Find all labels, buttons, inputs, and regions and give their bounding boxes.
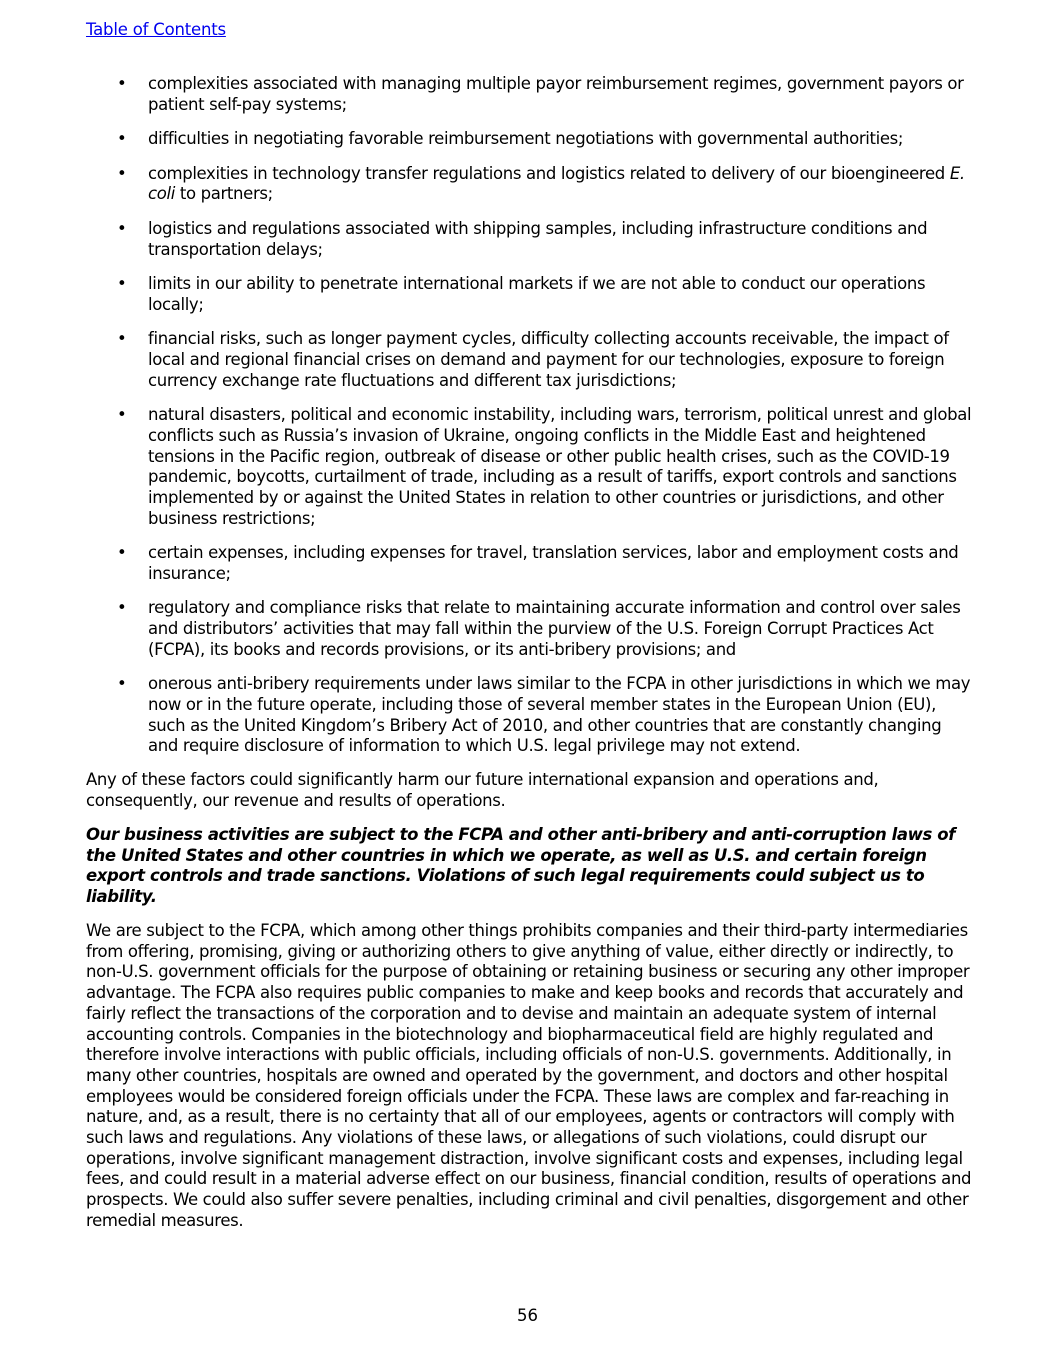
bullet-icon: • xyxy=(117,163,127,183)
list-item-text: limits in our ability to penetrate international markets if we are not able to conduct our operations locally; xyxy=(148,274,926,314)
list-item-text: logistics and regulations associated with shipping samples, including infrastructure conditions and transportation delays; xyxy=(148,218,928,259)
list-item-italic-term: E. coli xyxy=(148,163,965,204)
bullet-icon: • xyxy=(117,598,127,618)
list-item xyxy=(86,598,972,660)
list-item-text: complexities associated with managing multiple payor reimbursement regimes, government payors or patient self-pay systems; xyxy=(148,74,964,114)
list-item xyxy=(86,543,972,584)
list-item xyxy=(86,405,972,529)
list-item-text-before: complexities in technology transfer regulations and logistics related to delivery of our bioengineered xyxy=(148,163,950,183)
list-item xyxy=(86,74,972,115)
list-item xyxy=(86,274,972,315)
bullet-icon: • xyxy=(117,129,127,149)
list-item xyxy=(86,219,972,260)
list-item-text: financial risks, such as longer payment cycles, difficulty collecting accounts receivable, the impact of local and regional financial crises on demand and payment for our technologies, exposure to foreign currency exchange rate fluctuations and different tax jurisdictions; xyxy=(148,329,949,390)
page-number: 56 xyxy=(517,1306,538,1325)
summary-paragraph: Any of these factors could significantly harm our future international expansion and operations and, consequently, our revenue and results of operations. xyxy=(86,770,879,810)
bullet-icon: • xyxy=(117,405,127,425)
section-heading: Our business activities are subject to the FCPA and other anti-bribery and anti-corruption laws of the United States and other countries in which we operate, as well as U.S. and certain foreign export controls and trade sanctions. Violations of such legal requirements could subject us to liability. xyxy=(86,825,955,907)
list-item xyxy=(86,329,972,391)
list-item xyxy=(86,164,972,205)
bullet-icon: • xyxy=(117,218,127,238)
bullet-icon: • xyxy=(117,329,127,349)
list-item-text: onerous anti-bribery requirements under laws similar to the FCPA in other jurisdictions in which we may now or in the future operate, including those of several member states in the European Union (EU), such as the United Kingdom’s Bribery Act of 2010, and other countries that are constantly changing and require disclosure of information to which U.S. legal privilege may not extend. xyxy=(148,674,971,756)
list-item xyxy=(86,674,972,757)
list-item-text: regulatory and compliance risks that relate to maintaining accurate information and control over sales and distributors’ activities that may fall within the purview of the U.S. Foreign Corrupt Practices Act (FCPA), its books and records provisions, or its anti-bribery provisions; and xyxy=(148,598,961,659)
list-item-text: certain expenses, including expenses for travel, translation services, labor and employment costs and insurance; xyxy=(148,543,959,583)
body-paragraph: We are subject to the FCPA, which among other things prohibits companies and their third-party intermediaries from offering, promising, giving or authorizing others to give anything of value, either directly or indirectly, to non-U.S. government officials for the purpose of obtaining or retaining business or securing any other improper advantage. The FCPA also requires public companies to make and keep books and records that accurately and fairly reflect the transactions of the corporation and to devise and maintain an adequate system of internal accounting controls. Companies in the biotechnology and biopharmaceutical field are highly regulated and therefore involve interactions with public officials, including officials of non-U.S. governments. Additionally, in many other countries, hospitals are owned and operated by the government, and doctors and other hospital employees would be considered foreign officials under the FCPA. These laws are complex and far-reaching in nature, and, as a result, there is no certainty that all of our employees, agents or contractors will comply with such laws and regulations. Any violations of these laws, or allegations of such violations, could disrupt our operations, involve significant management distraction, involve significant costs and expenses, including legal fees, and could result in a material adverse effect on our business, financial condition, results of operations and prospects. We could also suffer severe penalties, including criminal and civil penalties, disgorgement and other remedial measures. xyxy=(86,921,972,1230)
list-item xyxy=(86,129,972,150)
bullet-icon: • xyxy=(117,543,127,563)
list-item-text: natural disasters, political and economic instability, including wars, terrorism, political unrest and global conflicts such as Russia’s invasion of Ukraine, ongoing conflicts in the Middle East and heightened tensions in the Pacific region, outbreak of disease or other public health crises, such as the COVID-19 pandemic, boycotts, curtailment of trade, including as a result of tariffs, export controls and sanctions implemented by or against the United States in relation to other countries or jurisdictions, and other business restrictions; xyxy=(148,405,972,528)
bullet-icon: • xyxy=(117,274,127,294)
risk-factor-bullet-list xyxy=(86,74,972,771)
list-item-text-after: to partners; xyxy=(174,184,273,204)
bullet-icon: • xyxy=(117,674,127,694)
bullet-icon: • xyxy=(117,74,127,93)
list-item-text: difficulties in negotiating favorable reimbursement negotiations with governmental authorities; xyxy=(148,129,904,149)
table-of-contents-link[interactable]: Table of Contents xyxy=(86,20,226,39)
